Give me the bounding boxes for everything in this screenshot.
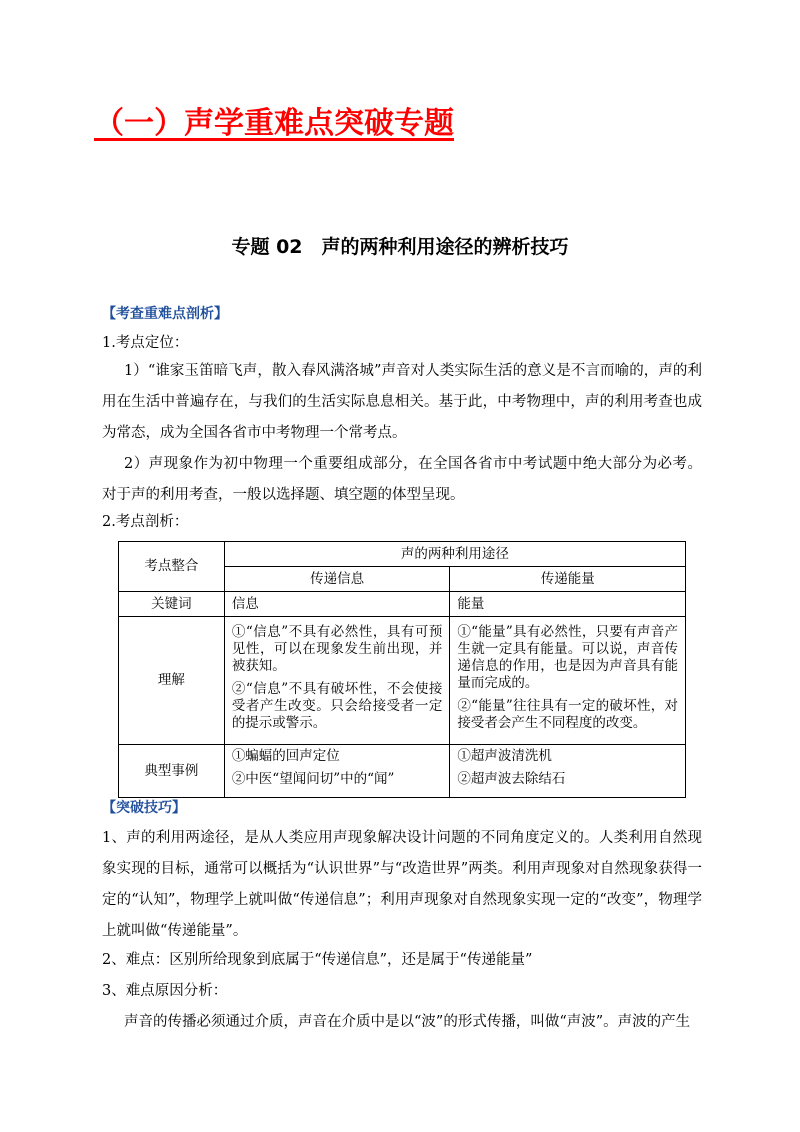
point2-label: 2.考点剖析： (102, 514, 189, 530)
table-corner-cell: 考点整合 (119, 542, 225, 592)
breakthrough-item-3: 3、难点原因分析： (102, 983, 228, 999)
understanding-information-point-1: ①“信息”不具有必然性，具有可预见性，可以在现象发生前出现，并被获知。 (231, 623, 443, 674)
table-row (119, 617, 686, 745)
point1-label: 1.考点定位： (102, 335, 189, 351)
keyword-energy: 能量 (450, 592, 686, 617)
keyword-information: 信息 (224, 592, 450, 617)
understanding-energy-point-2: ②“能量”往往具有一定的破坏性，对接受者会产生不同程度的改变。 (457, 697, 678, 731)
understanding-information-point-2: ②“信息”不具有破坏性，不会使接受者产生改变。只会给接受者一定的提示或警示。 (231, 680, 443, 731)
breakthrough-heading: 【突破技巧】 (102, 800, 186, 816)
example-energy-2: ②超声波去除结石 (457, 771, 566, 787)
example-information-2: ②中医“望闻问切”中的“闻” (231, 771, 395, 787)
breakthrough-item-1: 1、声的利用两途径，是从人类应用声现象解决设计问题的不同角度定义的。人类利用自然现象实现的目标，通常可以概括为“认识世界”与“改造世界”两类。利用声现象对自然现象获得一定的“认知”，物理学上就叫做“传递信息”；利用声现象对自然现象实现一定的“改变”，物理学上就叫做“传递能量”。 (102, 830, 702, 939)
example-energy-1: ①超声波清洗机 (457, 748, 552, 764)
table-row (119, 745, 686, 798)
breakthrough-item-3-paragraph: 声音的传播必须通过介质，声音在介质中是以“波”的形式传播，叫做“声波”。声波的产生 (124, 1014, 691, 1030)
example-information-1: ①蝙蝠的回声定位 (231, 748, 340, 764)
table-row (119, 592, 686, 617)
table-group-header: 声的两种利用途径 (224, 542, 685, 567)
understanding-energy-cell (450, 617, 686, 745)
usage-comparison-table (118, 541, 686, 798)
row-label-keyword: 关键词 (119, 592, 225, 617)
understanding-information-cell (224, 617, 450, 745)
breakthrough-item-2: 2、难点：区别所给现象到底属于“传递信息”，还是属于“传递能量” (102, 952, 533, 968)
row-label-understanding: 理解 (119, 617, 225, 745)
understanding-energy-point-1: ①“能量”具有必然性，只要有声音产生就一定具有能量。可以说，声音传递信息的作用，也是因为声音具有能量而完成的。 (457, 623, 678, 691)
examples-information-cell (224, 745, 450, 798)
exam-analysis-heading: 【考查重难点剖析】 (102, 306, 228, 322)
section-title: （一）声学重难点突破专题 (94, 106, 454, 141)
header-transmit-information: 传递信息 (224, 567, 450, 592)
header-transmit-energy: 传递能量 (450, 567, 686, 592)
topic-title: 专题 02 声的两种利用途径的辨析技巧 (231, 236, 569, 258)
row-label-examples: 典型事例 (119, 745, 225, 798)
point1-paragraph-2: 2）声现象作为初中物理一个重要组成部分，在全国各省市中考试题中绝大部分为必考。 对于声的利用考查，一般以选择题、填空题的体型呈现。 (102, 456, 702, 503)
point1-paragraph-1: 1）“谁家玉笛暗飞声，散入春风满洛城”声音对人类实际生活的意义是不言而喻的，声的利用在生活中普遍存在，与我们的生活实际息息相关。基于此，中考物理中，声的利用考查也成为常态，成为全国各省市中考物理一个常考点。 (102, 363, 702, 441)
examples-energy-cell (450, 745, 686, 798)
table-row (119, 542, 686, 567)
